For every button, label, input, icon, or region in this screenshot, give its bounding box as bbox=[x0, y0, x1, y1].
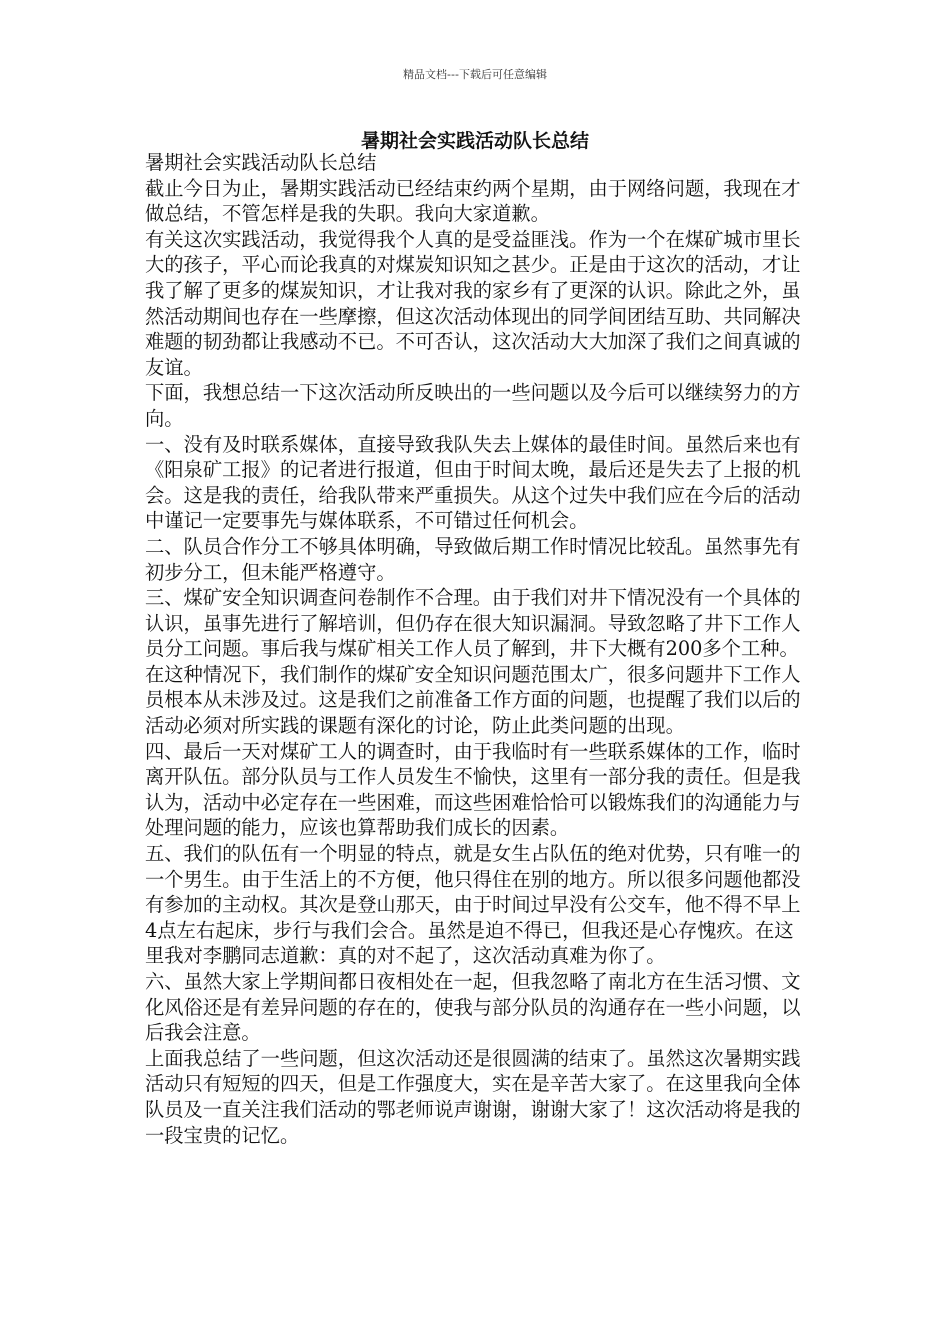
paragraph: 上面我总结了一些问题，但这次活动还是很圆满的结束了。虽然这次暑期实践活动只有短短的四天，但是工作强度大，实在是辛苦大家了。在这里我向全体队员及一直关注我们活动的鄂老师说声谢谢，谢谢大家了！这次活动将是我的一段宝贵的记忆。 bbox=[145, 1046, 801, 1147]
paragraph: 五、我们的队伍有一个明显的特点，就是女生占队伍的绝对优势，只有唯一的一个男生。由于生活上的不方便，他只得住在别的地方。所以很多问题他都没有参加的主动权。其次是登山那天，由于时间过早没有公交车，他不得不早上4点左右起床，步行与我们会合。虽然是迫不得已，但我还是心存愧疚。在这里我对李鹏同志道歉：真的对不起了，这次活动真难为你了。 bbox=[145, 842, 801, 968]
paragraph: 四、最后一天对煤矿工人的调查时，由于我临时有一些联系媒体的工作，临时离开队伍。部分队员与工作人员发生不愉快，这里有一部分我的责任。但是我认为，活动中必定存在一些困难，而这些困难恰恰可以锻炼我们的沟通能力与处理问题的能力，应该也算帮助我们成长的因素。 bbox=[145, 739, 801, 840]
document-title: 暑期社会实践活动队长总结 bbox=[360, 130, 589, 152]
paragraph: 二、队员合作分工不够具体明确，导致做后期工作时情况比较乱。虽然事先有初步分工，但未能严格遵守。 bbox=[145, 534, 801, 584]
paragraph: 三、煤矿安全知识调查问卷制作不合理。由于我们对井下情况没有一个具体的认识，虽事先进行了解培训，但仍存在很大知识漏洞。导致忽略了井下工作人员分工问题。事后我与煤矿相关工作人员了解到，井下大概有200多个工种。在这种情况下，我们制作的煤矿安全知识问题范围太广，很多问题井下工作人员根本从未涉及过。这是我们之前准备工作方面的问题，也提醒了我们以后的活动必须对所实践的课题有深化的讨论，防止此类问题的出现。 bbox=[145, 586, 801, 738]
paragraph: 截止今日为止，暑期实践活动已经结束约两个星期，由于网络问题，我现在才做总结，不管怎样是我的失职。我向大家道歉。 bbox=[145, 176, 801, 226]
paragraph: 一、没有及时联系媒体，直接导致我队失去上媒体的最佳时间。虽然后来也有《阳泉矿工报》的记者进行报道，但由于时间太晚，最后还是失去了上报的机会。这是我的责任，给我队带来严重损失。从这个过失中我们应在今后的活动中谨记一定要事先与媒体联系，不可错过任何机会。 bbox=[145, 432, 801, 533]
paragraph: 六、虽然大家上学期间都日夜相处在一起，但我忽略了南北方在生活习惯、文化风俗还是有差异问题的存在的，使我与部分队员的沟通存在一些小问题，以后我会注意。 bbox=[145, 970, 801, 1045]
paragraph-subtitle: 暑期社会实践活动队长总结 bbox=[145, 151, 377, 174]
document-body bbox=[145, 150, 809, 1148]
paragraph: 下面，我想总结一下这次活动所反映出的一些问题以及今后可以继续努力的方向。 bbox=[145, 381, 801, 430]
paragraph: 有关这次实践活动，我觉得我个人真的是受益匪浅。作为一个在煤矿城市里长大的孩子，平心而论我真的对煤炭知识知之甚少。正是由于这次的活动，才让我了解了更多的煤炭知识，才让我对我的家乡有了更深的认识。除此之外，虽然活动期间也存在一些摩擦，但这次活动体现出的同学间团结互助、共同解决难题的韧劲都让我感动不已。不可否认，这次活动大大加深了我们之间真诚的友谊。 bbox=[145, 227, 801, 379]
page-header-note: 精品文档---下载后可任意编辑 bbox=[403, 68, 547, 81]
